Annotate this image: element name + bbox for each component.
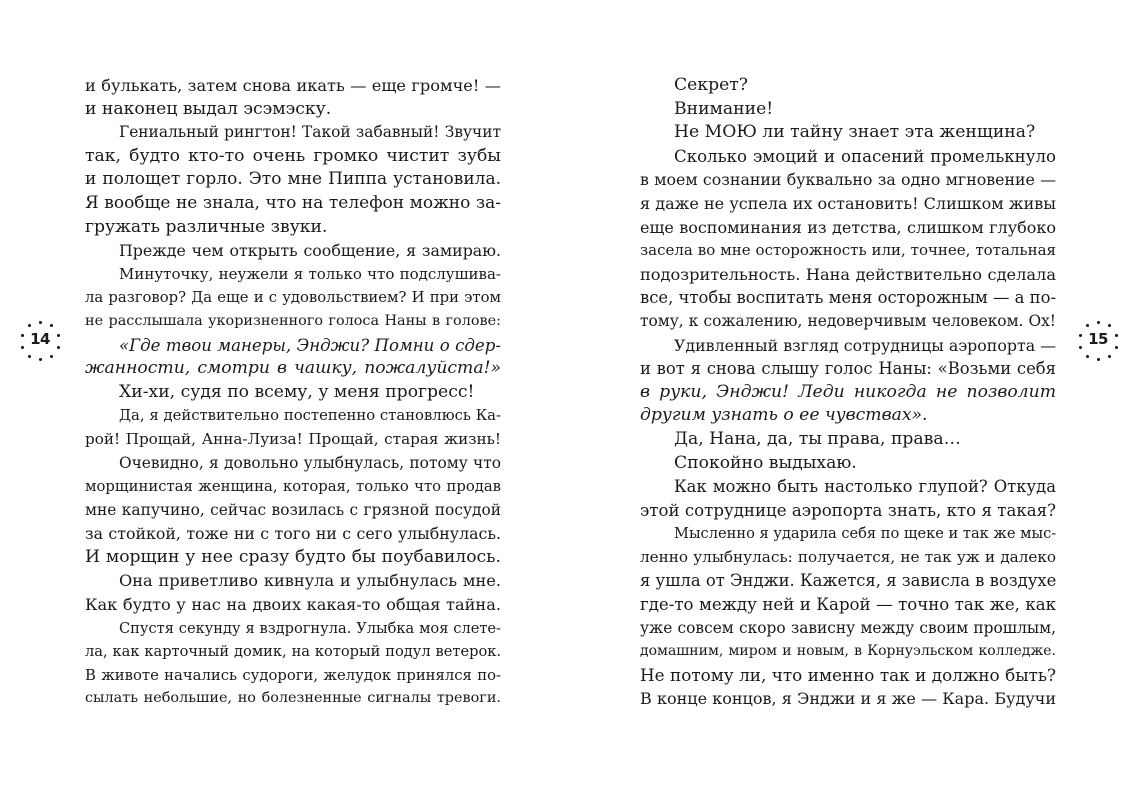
- text-line: ла разговор? Да еще и с удовольствием? И при этом: [85, 289, 501, 307]
- text-line: гружать различные звуки.: [85, 216, 328, 237]
- ornament-dot: [39, 358, 42, 361]
- text-line: Минуточку, неужели я только что подслушива-: [119, 264, 501, 283]
- text-line: мне капучино, сейчас возилась с грязной посудой: [85, 500, 501, 519]
- text-line: Прежде чем открыть сообщение, я замираю.: [119, 241, 501, 261]
- left-page-text: [85, 74, 501, 711]
- right-page-number: [1078, 322, 1118, 358]
- ornament-dot: [1086, 324, 1089, 327]
- ornament-dot: [50, 355, 53, 358]
- text-line: ленно улыбнулась: получается, не так уж и далеко: [640, 547, 1056, 566]
- ornament-dot: [1108, 355, 1111, 358]
- text-line: Мысленно я ударила себя по щеке и так же мыс-: [674, 525, 1056, 543]
- text-line: еще воспоминания из детства, слишком глубоко: [640, 217, 1056, 237]
- ornament-dot: [1079, 334, 1082, 337]
- text-line: Секрет?: [674, 75, 748, 95]
- ornament-dot: [1086, 355, 1089, 358]
- text-line: и наконец выдал эсэмэску.: [85, 98, 332, 119]
- text-line: засела во мне осторожность или, точнее, тотальная: [640, 241, 1056, 260]
- text-line: и вот я снова слышу голос Наны: «Возьми себя: [640, 359, 1056, 379]
- text-line: Я вообще не знала, что на телефон можно за-: [85, 192, 501, 213]
- text-line: другим узнать о ее чувствах».: [640, 405, 928, 426]
- text-line: Да, я действительно постепенно становлюсь Ка-: [119, 407, 501, 425]
- text-line: в моем сознании буквально за одно мгновение —: [640, 170, 1056, 190]
- text-line: «Где твои манеры, Энджи? Помни о сдер-: [119, 335, 501, 355]
- text-line: я ушла от Энджи. Кажется, я зависла в воздухе: [640, 571, 1056, 591]
- text-line: этой сотруднице аэропорта знать, кто я такая?: [640, 500, 1056, 520]
- text-line: И морщин у нее сразу будто бы поубавилось.: [85, 546, 501, 567]
- text-line: и полощет горло. Это мне Пиппа установила.: [85, 169, 501, 190]
- text-line: все, чтобы воспитать меня осторожным — а по-: [640, 288, 1056, 308]
- ornament-dot: [21, 334, 24, 337]
- text-line: где-то между ней и Карой — точно так же, как: [640, 595, 1056, 615]
- text-line: Не потому ли, что именно так и должно быть?: [640, 664, 1056, 685]
- text-line: Как будто у нас на двоих какая-то общая тайна.: [85, 595, 501, 615]
- ornament-dot: [1097, 321, 1100, 324]
- text-line: тому, к сожалению, недоверчивым человеком. Ох!: [640, 311, 1056, 330]
- text-line: Спокойно выдыхаю.: [674, 452, 857, 473]
- ornament-dot: [50, 324, 53, 327]
- text-line: Гениальный рингтон! Такой забавный! Звучит: [119, 123, 501, 142]
- ornament-dot: [1115, 334, 1118, 337]
- ornament-dot: [28, 355, 31, 358]
- text-line: домашним, миром и новым, в Корнуэльском колледже.: [640, 643, 1056, 660]
- text-line: Удивленный взгляд сотрудницы аэропорта —: [674, 335, 1056, 355]
- text-line: не расслышала укоризненного голоса Наны в голове:: [85, 312, 501, 329]
- ornament-dot: [57, 334, 60, 337]
- text-line: Она приветливо кивнула и улыбнулась мне.: [119, 571, 501, 591]
- text-line: Сколько эмоций и опасений промелькнуло: [674, 146, 1056, 166]
- text-line: уже совсем скоро зависну между своим прошлым,: [640, 618, 1056, 637]
- right-page: [571, 0, 1142, 807]
- text-line: Не МОЮ ли тайну знает эта женщина?: [674, 122, 1036, 143]
- text-line: Как можно быть настолько глупой? Откуда: [674, 477, 1056, 497]
- text-line: в руки, Энджи! Леди никогда не позволит: [640, 381, 1056, 402]
- text-line: В животе начались судороги, желудок принялся по-: [85, 666, 501, 684]
- text-line: сылать небольшие, но болезненные сигналы тревоги.: [85, 690, 501, 707]
- text-line: за стойкой, тоже ни с того ни с сего улыбнулась.: [85, 524, 501, 544]
- ornament-dot: [1079, 346, 1082, 349]
- text-line: и булькать, затем снова икать — еще громче! —: [85, 76, 501, 95]
- left-page-number: [20, 322, 60, 358]
- text-line: Очевидно, я довольно улыбнулась, потому что: [119, 453, 501, 472]
- text-line: жанности, смотри в чашку, пожалуйста!»: [85, 358, 501, 379]
- text-line: ла, как карточный домик, на который подул ветерок.: [85, 643, 501, 661]
- text-line: я даже не успела их остановить! Слишком живы: [640, 193, 1056, 213]
- text-line: рой! Прощай, Анна-Луиза! Прощай, старая жизнь!: [85, 429, 501, 448]
- ornament-dot: [1115, 346, 1118, 349]
- ornament-dot: [57, 346, 60, 349]
- page-number-label: 15: [1088, 330, 1108, 348]
- text-line: Хи-хи, судя по всему, у меня прогресс!: [119, 381, 475, 402]
- text-line: подозрительность. Нана действительно сделала: [640, 264, 1056, 284]
- text-line: Да, Нана, да, ты права, права…: [674, 428, 961, 449]
- text-line: Спустя секунду я вздрогнула. Улыбка моя слете-: [119, 619, 501, 637]
- right-page-text: [640, 74, 1056, 711]
- ornament-dot: [1108, 324, 1111, 327]
- ornament-dot: [21, 346, 24, 349]
- text-line: Внимание!: [674, 98, 774, 119]
- ornament-dot: [39, 321, 42, 324]
- text-line: морщинистая женщина, которая, только что продав: [85, 478, 501, 496]
- page-number-label: 14: [30, 330, 50, 348]
- ornament-dot: [28, 324, 31, 327]
- text-line: так, будто кто-то очень громко чистит зубы: [85, 145, 501, 166]
- text-line: В конце концов, я Энджи и я же — Кара. Будучи: [640, 689, 1056, 709]
- ornament-dot: [1097, 358, 1100, 361]
